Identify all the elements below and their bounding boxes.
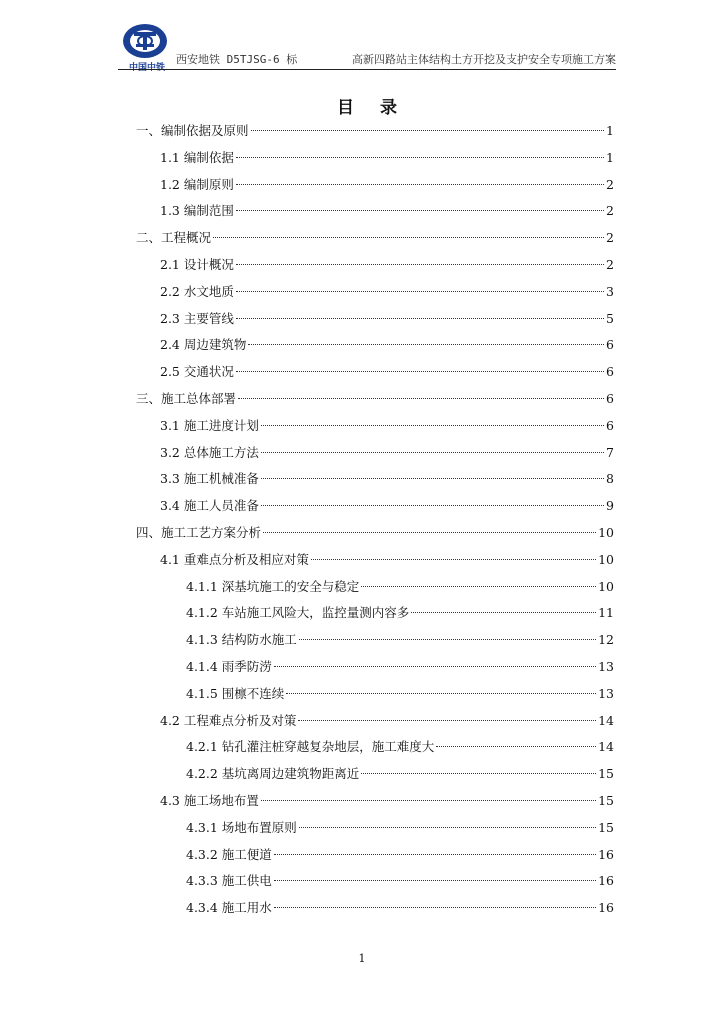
toc-leader-dots (236, 192, 604, 211)
toc-leader-dots (261, 782, 596, 801)
toc-entry[interactable] (186, 866, 614, 888)
toc-entry[interactable] (186, 732, 614, 754)
toc-entry-page: 14 (598, 739, 614, 754)
toc-entry-page: 10 (598, 579, 614, 594)
toc-entry[interactable] (160, 143, 614, 165)
page-number: 1 (358, 952, 366, 965)
toc-entry-label: 3.1 施工进度计划 (160, 418, 259, 433)
toc-leader-dots (311, 541, 596, 560)
toc-entry[interactable] (186, 893, 614, 915)
toc-entry-page: 16 (598, 873, 614, 888)
toc-leader-dots (298, 702, 596, 721)
toc-entry-label: 4.3.3 施工供电 (186, 873, 272, 888)
toc-entry-label: 1.3 编制范围 (160, 203, 234, 218)
toc-entry-label: 4.1.5 围檩不连续 (186, 686, 285, 701)
toc-entry[interactable] (160, 464, 614, 486)
toc-leader-dots (261, 487, 604, 506)
toc-entry-label: 1.1 编制依据 (160, 150, 234, 165)
toc-leader-dots (274, 862, 596, 881)
toc-entry-label: 4.2.2 基坑离周边建筑物距离近 (186, 766, 360, 781)
logo-text: 中国中铁 (128, 63, 165, 73)
toc-leader-dots (213, 219, 604, 238)
toc-entry-label: 4.3.1 场地布置原则 (186, 820, 297, 835)
toc-leader-dots (236, 139, 604, 158)
toc-entry-page: 10 (598, 552, 614, 567)
toc-entry[interactable] (136, 384, 614, 406)
toc-entry-label: 4.3 施工场地布置 (160, 793, 259, 808)
toc-entry[interactable] (186, 840, 614, 862)
toc-leader-dots (361, 755, 596, 774)
toc-entry[interactable] (136, 223, 614, 245)
toc-entry-label: 三、施工总体部署 (136, 391, 237, 406)
toc-entry[interactable] (186, 652, 614, 674)
toc-entry-label: 4.1.3 结构防水施工 (186, 632, 297, 647)
toc-entry[interactable] (186, 572, 614, 594)
toc-entry-page: 6 (606, 391, 614, 406)
toc-leader-dots (248, 326, 604, 345)
header-document-title: 高新四路站主体结构土方开挖及支护安全专项施工方案 (352, 53, 616, 66)
header-divider (118, 69, 616, 70)
toc-entry-label: 4.2.1 钻孔灌注桩穿越复杂地层，施工难度大 (186, 739, 435, 754)
toc-entry-label: 4.2 工程难点分析及对策 (160, 713, 297, 728)
toc-entry[interactable] (160, 170, 614, 192)
page-header (118, 22, 616, 72)
toc-leader-dots (261, 434, 604, 453)
toc-entry-label: 4.1.4 雨季防涝 (186, 659, 272, 674)
toc-leader-dots (299, 809, 596, 828)
toc-entry-page: 15 (598, 820, 614, 835)
toc-entry-label: 4.1.1 深基坑施工的安全与稳定 (186, 579, 360, 594)
toc-entry-page: 1 (606, 150, 614, 165)
toc-entry-label: 4.1.2 车站施工风险大，监控量测内容多 (186, 605, 410, 620)
toc-entry-page: 6 (606, 337, 614, 352)
toc-entry-page: 5 (606, 311, 614, 326)
toc-entry-label: 1.2 编制原则 (160, 177, 234, 192)
toc-entry-page: 2 (606, 203, 614, 218)
toc-entry-page: 2 (606, 230, 614, 245)
toc-entry-label: 3.3 施工机械准备 (160, 471, 259, 486)
toc-leader-dots (261, 460, 604, 479)
toc-leader-dots (236, 166, 604, 185)
toc-leader-dots (251, 112, 605, 131)
toc-leader-dots (236, 273, 604, 292)
toc-entry-page: 7 (606, 445, 614, 460)
toc-entry-page: 13 (598, 659, 614, 674)
toc-title: 目 录 (337, 98, 407, 118)
toc-entry-page: 6 (606, 364, 614, 379)
toc-leader-dots (299, 621, 596, 640)
toc-entry-label: 2.3 主要管线 (160, 311, 234, 326)
toc-entry-page: 10 (598, 525, 614, 540)
toc-leader-dots (236, 353, 604, 372)
toc-entry-page: 16 (598, 847, 614, 862)
toc-entry-label: 一、编制依据及原则 (136, 123, 249, 138)
toc-leader-dots (263, 514, 596, 533)
toc-leader-dots (261, 407, 604, 426)
toc-entry-page: 8 (606, 471, 614, 486)
toc-entry-label: 2.2 水文地质 (160, 284, 234, 299)
header-project-code: 西安地铁 D5TJSG-6 标 (176, 53, 298, 66)
toc-entry-label: 二、工程概况 (136, 230, 212, 245)
toc-leader-dots (286, 675, 596, 694)
toc-entry-page: 13 (598, 686, 614, 701)
toc-entry[interactable] (186, 759, 614, 781)
toc-entry[interactable] (160, 706, 614, 728)
toc-entry-label: 2.1 设计概况 (160, 257, 234, 272)
toc-leader-dots (274, 648, 596, 667)
toc-entry[interactable] (160, 545, 614, 567)
toc-leader-dots (274, 836, 596, 855)
toc-entry[interactable] (186, 598, 614, 620)
toc-entry-page: 14 (598, 713, 614, 728)
toc-entry-page: 9 (606, 498, 614, 513)
toc-entry-page: 6 (606, 418, 614, 433)
toc-leader-dots (436, 728, 596, 747)
toc-entry-page: 2 (606, 257, 614, 272)
toc-entry[interactable] (186, 625, 614, 647)
toc-entry[interactable] (186, 813, 614, 835)
toc-entry-label: 3.4 施工人员准备 (160, 498, 259, 513)
toc-entry-page: 1 (606, 123, 614, 138)
toc-entry-page: 3 (606, 284, 614, 299)
toc-entry[interactable] (160, 438, 614, 460)
toc-leader-dots (236, 300, 604, 319)
toc-entry[interactable] (160, 330, 614, 352)
toc-entry[interactable] (160, 196, 614, 218)
toc-entry-page: 15 (598, 766, 614, 781)
toc-leader-dots (238, 380, 604, 399)
toc-entry[interactable] (160, 786, 614, 808)
toc-entry[interactable] (136, 116, 614, 138)
toc-entry-page: 15 (598, 793, 614, 808)
toc-entry-label: 4.3.4 施工用水 (186, 900, 272, 915)
toc-entry-label: 四、施工工艺方案分析 (136, 525, 262, 540)
toc-entry-label: 4.3.2 施工便道 (186, 847, 272, 862)
toc-entry[interactable] (136, 518, 614, 540)
toc-entry-page: 16 (598, 900, 614, 915)
toc-leader-dots (411, 594, 596, 613)
toc-leader-dots (274, 889, 596, 908)
toc-entry-label: 4.1 重难点分析及相应对策 (160, 552, 309, 567)
toc-leader-dots (361, 568, 596, 587)
toc-leader-dots (236, 246, 604, 265)
toc-entry-label: 3.2 总体施工方法 (160, 445, 259, 460)
toc-entry-page: 2 (606, 177, 614, 192)
toc-entry[interactable] (160, 357, 614, 379)
toc-entry[interactable] (160, 250, 614, 272)
toc-entry[interactable] (160, 304, 614, 326)
toc-entry[interactable] (160, 277, 614, 299)
toc-entry-label: 2.4 周边建筑物 (160, 337, 247, 352)
toc-entry[interactable] (160, 411, 614, 433)
toc-entry-page: 11 (598, 605, 614, 620)
toc-entry-label: 2.5 交通状况 (160, 364, 234, 379)
toc-entry-page: 12 (598, 632, 614, 647)
toc-entry[interactable] (186, 679, 614, 701)
toc-entry[interactable] (160, 491, 614, 513)
